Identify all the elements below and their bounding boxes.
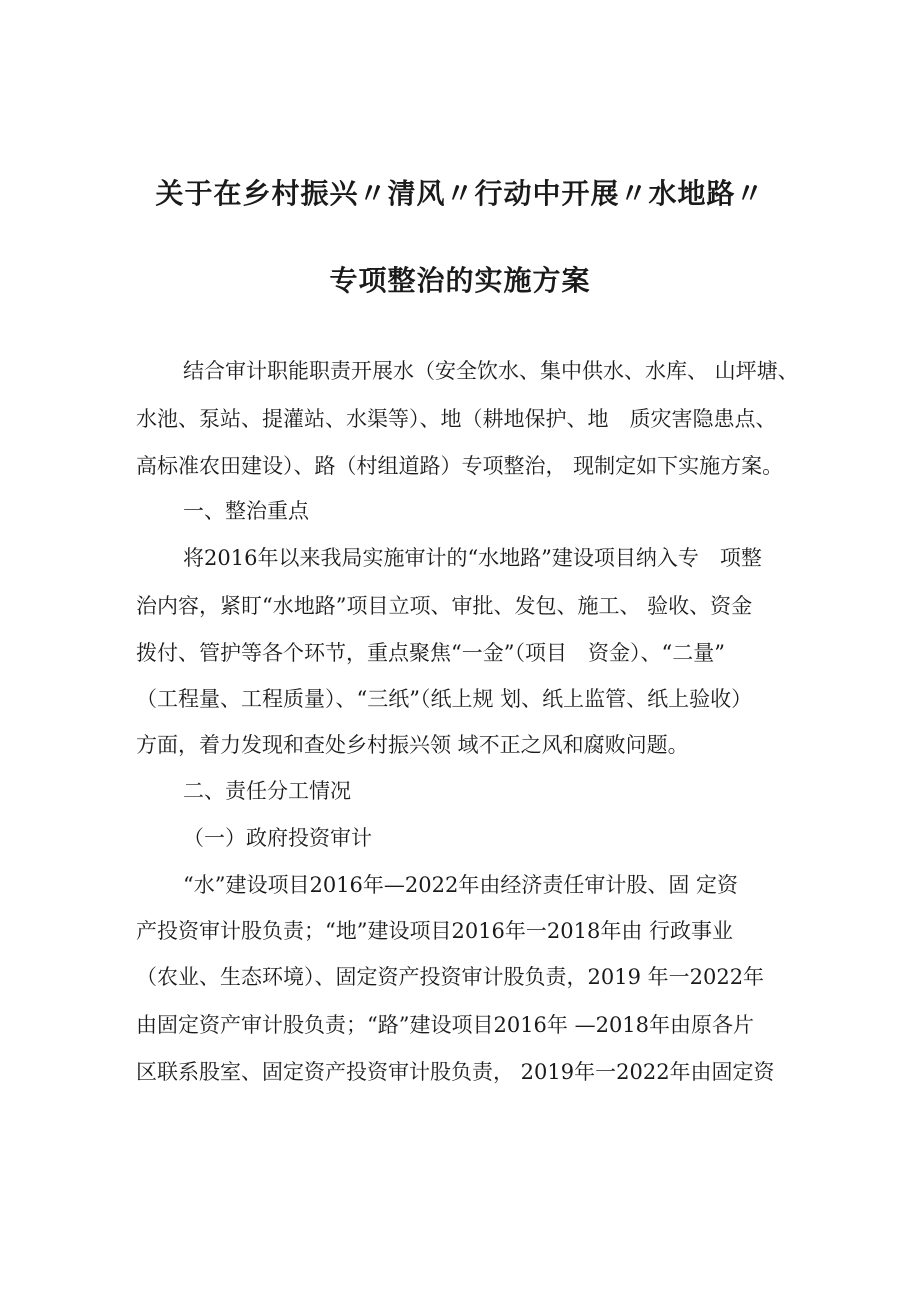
section-1-line-2: 治内容，紧盯“水地路”项目立项、审批、发包、施工、 验收、资金 (136, 594, 753, 618)
intro-line-3: 高标准农田建设）、路（村组道路）专项整治， 现制定如下实施方案。 (136, 454, 784, 478)
section-1-line-1: 将2016年以来我局实施审计的“水地路”建设项目纳入专 项整 (183, 546, 762, 570)
subsection-1-line-1: “水”建设项目2016年—2022年由经济责任审计股、固 定资 (183, 873, 739, 897)
subsection-1-line-4: 由固定资产审计股负责；“路”建设项目2016年 —2018年由原各片 (136, 1013, 755, 1037)
subsection-1-line-3: （农业、生态环境）、固定资产投资审计股负责，2019 年一2022年 (136, 965, 765, 989)
section-1-heading: 一、整治重点 (183, 499, 309, 523)
subsection-1-line-5: 区联系股室、固定资产投资审计股负责， 2019年一2022年由固定资 (136, 1060, 775, 1084)
document-title-line-1: 关于在乡村振兴〃清风〃行动中开展〃水地路〃 (155, 177, 765, 210)
subsection-1-line-2: 产投资审计股负责；“地”建设项目2016年一2018年由 行政事业 (136, 919, 734, 943)
section-1-line-4: （工程量、工程质量）、“三纸”（纸上规 划、纸上监管、纸上验收） (136, 687, 753, 711)
section-1-line-3: 拨付、管护等各个环节，重点聚焦“一金”（项目 资金）、“二量” (136, 641, 725, 665)
subsection-1-heading: （一）政府投资审计 (183, 826, 372, 850)
document-title-line-2: 专项整治的实施方案 (329, 264, 591, 297)
section-1-line-5: 方面，着力发现和查处乡村振兴领 域不正之风和腐败问题。 (136, 733, 689, 757)
intro-line-2: 水池、泵站、提灌站、水渠等）、地（耕地保护、地 质灾害隐患点、 (136, 407, 777, 431)
section-2-heading: 二、责任分工情况 (183, 779, 351, 803)
intro-line-1: 结合审计职能职责开展水（安全饮水、集中供水、水库、 山坪塘、 (183, 359, 799, 383)
